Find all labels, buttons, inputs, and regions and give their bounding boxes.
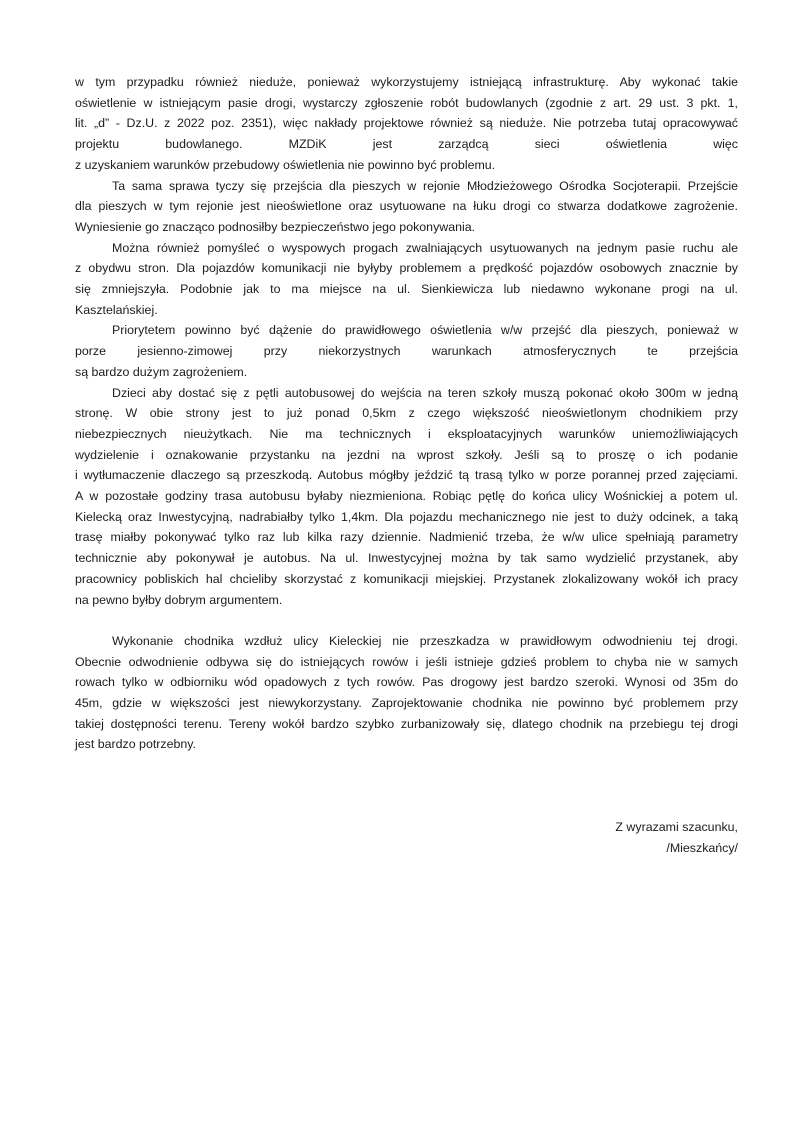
text-line: pracownicy pobliskich hal chcieliby skorzystać z komunikacji miejskiej. Przystanek zlokalizowany wokół ich pracy	[75, 571, 738, 586]
text-line: Kasztelańskiej.	[75, 302, 158, 317]
text-line: są bardzo dużym zagrożeniem.	[75, 364, 248, 379]
paragraph-bus-route	[75, 383, 738, 611]
text-line: Wykonanie chodnika wzdłuż ulicy Kieleckiej nie przeszkadza w prawidłowym odwodnieniu tej drogi.	[112, 633, 738, 648]
text-line: stronę. W obie strony jest to już ponad 0,5km z czego większość nieoświetlonym chodnikiem przy	[75, 406, 738, 421]
text-line: i wytłumaczenie dlaczego są przeszkodą. Autobus mógłby jeździć tą trasą tylko w porze porannej przed zajęciami.	[75, 468, 738, 483]
text-line: technicznie aby pokonywał je autobus. Na ul. Inwestycyjnej można by tak samo wydzielić przystanek, aby	[75, 551, 738, 566]
text-line: takiej dostępności terenu. Tereny wokół bardzo szybko zurbanizowały się, dlatego chodnik na przebiegu tej drogi	[75, 716, 738, 731]
text-line: w tym przypadku również nieduże, ponieważ wykorzystujemy istniejącą infrastrukturę. Aby wykonać takie	[75, 75, 738, 89]
letter-body	[75, 72, 738, 859]
text-line: rowach tylko w odbiorniku wód opadowych z tych rowów. Pas drogowy jest bardzo szeroki. Wynosi od 35m do	[75, 675, 738, 690]
paragraph-speed-bumps	[75, 238, 738, 321]
text-line: projektu budowlanego. MZDiK jest zarządcą sieci oświetlenia więc	[75, 137, 738, 152]
text-line: trasę miałby pokonywać tylko raz lub kilka razy dziennie. Nadmienić trzeba, że w/w ulice spełniają parametry	[75, 530, 738, 545]
closing-salutation: Z wyrazami szacunku,	[615, 820, 738, 835]
paragraph-lighting-costs	[75, 72, 738, 176]
text-line: lit. „d” - Dz.U. z 2022 poz. 2351), więc nakłady projektowe również są nieduże. Nie potrzeba tutaj opracowywać	[75, 116, 738, 131]
text-line: Priorytetem powinno być dążenie do prawidłowego oświetlenia w/w przejść dla pieszych, ponieważ w	[112, 323, 738, 338]
text-line: się zmniejszyła. Podobnie jak to ma miejsce na ul. Sienkiewicza lub niedawno wykonane progi na ul.	[75, 282, 738, 297]
closing-signature	[75, 817, 738, 858]
text-line: na pewno byłby dobrym argumentem.	[75, 592, 283, 607]
text-line: niebezpiecznych nieużytkach. Nie ma technicznych i eksploatacyjnych warunków uniemożliwiających	[75, 426, 738, 441]
text-line: A w pozostałe godziny trasa autobusu byłaby niezmieniona. Robiąc pętlę do końca ulicy Wośnickiej a potem ul.	[75, 489, 738, 504]
text-line: Dzieci aby dostać się z pętli autobusowej do wejścia na teren szkoły muszą pokonać około 300m w jedną	[112, 385, 738, 400]
text-line: porze jesienno-zimowej przy niekorzystnych warunkach atmosferycznych te przejścia	[75, 344, 738, 359]
text-line: oświetlenie w istniejącym pasie drogi, wystarczy zgłoszenie robót budowlanych (zgodnie z art. 29 ust. 3 pkt. 1,	[75, 95, 738, 110]
text-line: Kielecką oraz Inwestycyjną, nadrabiałby tylko 1,4km. Dla pojazdu mechanicznego nie jest to duży odcinek, a taką	[75, 509, 738, 524]
text-line: dla pieszych w tym rejonie jest nieoświetlone oraz usytuowane na łuku drogi co stwarza dodatkowe zagrożenie.	[75, 199, 738, 214]
closing-signatories: /Mieszkańcy/	[666, 840, 738, 855]
paragraph-pedestrian-crossing	[75, 176, 738, 238]
text-line: wydzielenie i oznakowanie przystanku na jezdni na wprost szkoły. Jeśli są to proszę o ich podanie	[75, 447, 738, 462]
paragraph-lighting-priority	[75, 320, 738, 382]
paragraph-sidewalk-drainage	[75, 631, 738, 755]
text-line: z uzyskaniem warunków przebudowy oświetlenia nie powinno być problemu.	[75, 157, 496, 172]
text-line: Wyniesienie go znacząco podnosiłby bezpieczeństwo jego pokonywania.	[75, 219, 476, 234]
text-line: Ta sama sprawa tyczy się przejścia dla pieszych w rejonie Młodzieżowego Ośrodka Socjoterapii. Przejście	[112, 178, 738, 193]
text-line: Można również pomyśleć o wyspowych progach zwalniających usytuowanych na jednym pasie ruchu ale	[112, 240, 738, 255]
text-line: z obydwu stron. Dla pojazdów komunikacji nie byłyby problemem a prędkość pojazdów osobowych znacznie by	[75, 261, 738, 276]
text-line: jest bardzo potrzebny.	[75, 737, 196, 752]
text-line: Obecnie odwodnienie odbywa się do istniejących rowów i jeśli istnieje gdzieś problem to chyba nie w samych	[75, 654, 738, 669]
text-line: 45m, gdzie w większości jest niewykorzystany. Zaprojektowanie chodnika nie powinno być problemem przy	[75, 696, 738, 711]
